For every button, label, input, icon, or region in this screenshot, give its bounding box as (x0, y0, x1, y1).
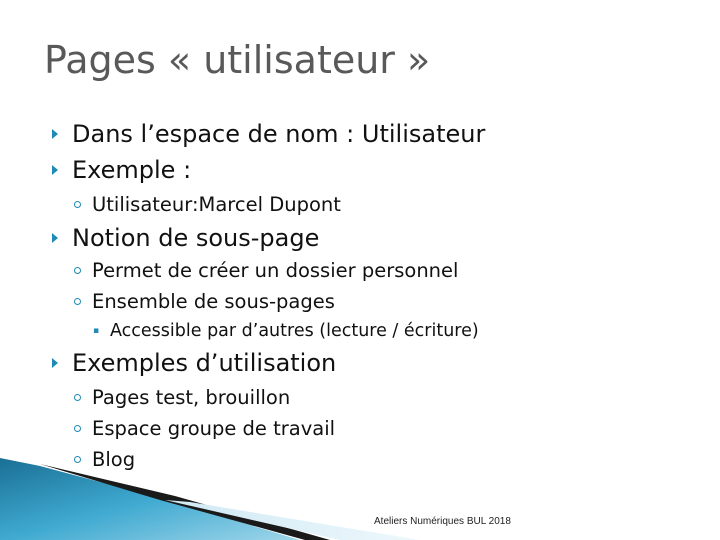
bullet-item (52, 224, 319, 252)
slide-footer: Ateliers Numériques BUL 2018 (374, 516, 511, 527)
bullet-text: Dans l’espace de nom : Utilisateur (72, 120, 486, 148)
triangle-bullet-icon (52, 165, 58, 175)
sub-sub-bullet-item (92, 321, 479, 341)
bullet-text: Ensemble de sous-pages (92, 290, 335, 313)
circle-bullet-icon (74, 456, 81, 463)
bullet-text: Permet de créer un dossier personnel (92, 259, 459, 282)
circle-bullet-icon (74, 298, 81, 305)
dot-bullet-icon: ▪ (92, 325, 100, 336)
circle-bullet-icon (74, 425, 81, 432)
triangle-bullet-icon (52, 233, 58, 243)
bullet-item (52, 156, 191, 184)
bullet-text: Exemple : (72, 156, 192, 184)
slide-title: Pages « utilisateur » (44, 38, 431, 82)
triangle-bullet-icon (52, 358, 58, 368)
triangle-bullet-icon (52, 129, 58, 139)
bullet-item (52, 349, 336, 377)
circle-bullet-icon (74, 201, 81, 208)
circle-bullet-icon (74, 394, 81, 401)
sub-bullet-item (74, 417, 335, 440)
sub-bullet-item (74, 259, 458, 282)
sub-bullet-item (74, 448, 135, 471)
bullet-text: Accessible par d’autres (lecture / écriture) (110, 321, 479, 341)
sub-bullet-item (74, 386, 290, 409)
circle-bullet-icon (74, 267, 81, 274)
bullet-item (52, 120, 485, 148)
bullet-text: Exemples d’utilisation (72, 349, 337, 377)
sub-bullet-item (74, 290, 335, 313)
bullet-text: Notion de sous-page (72, 224, 320, 252)
sub-bullet-item (74, 193, 341, 216)
bullet-text: Utilisateur:Marcel Dupont (92, 193, 341, 216)
bullet-text: Pages test, brouillon (92, 386, 291, 409)
bullet-text: Espace groupe de travail (92, 417, 336, 440)
bullet-text: Blog (92, 448, 136, 471)
